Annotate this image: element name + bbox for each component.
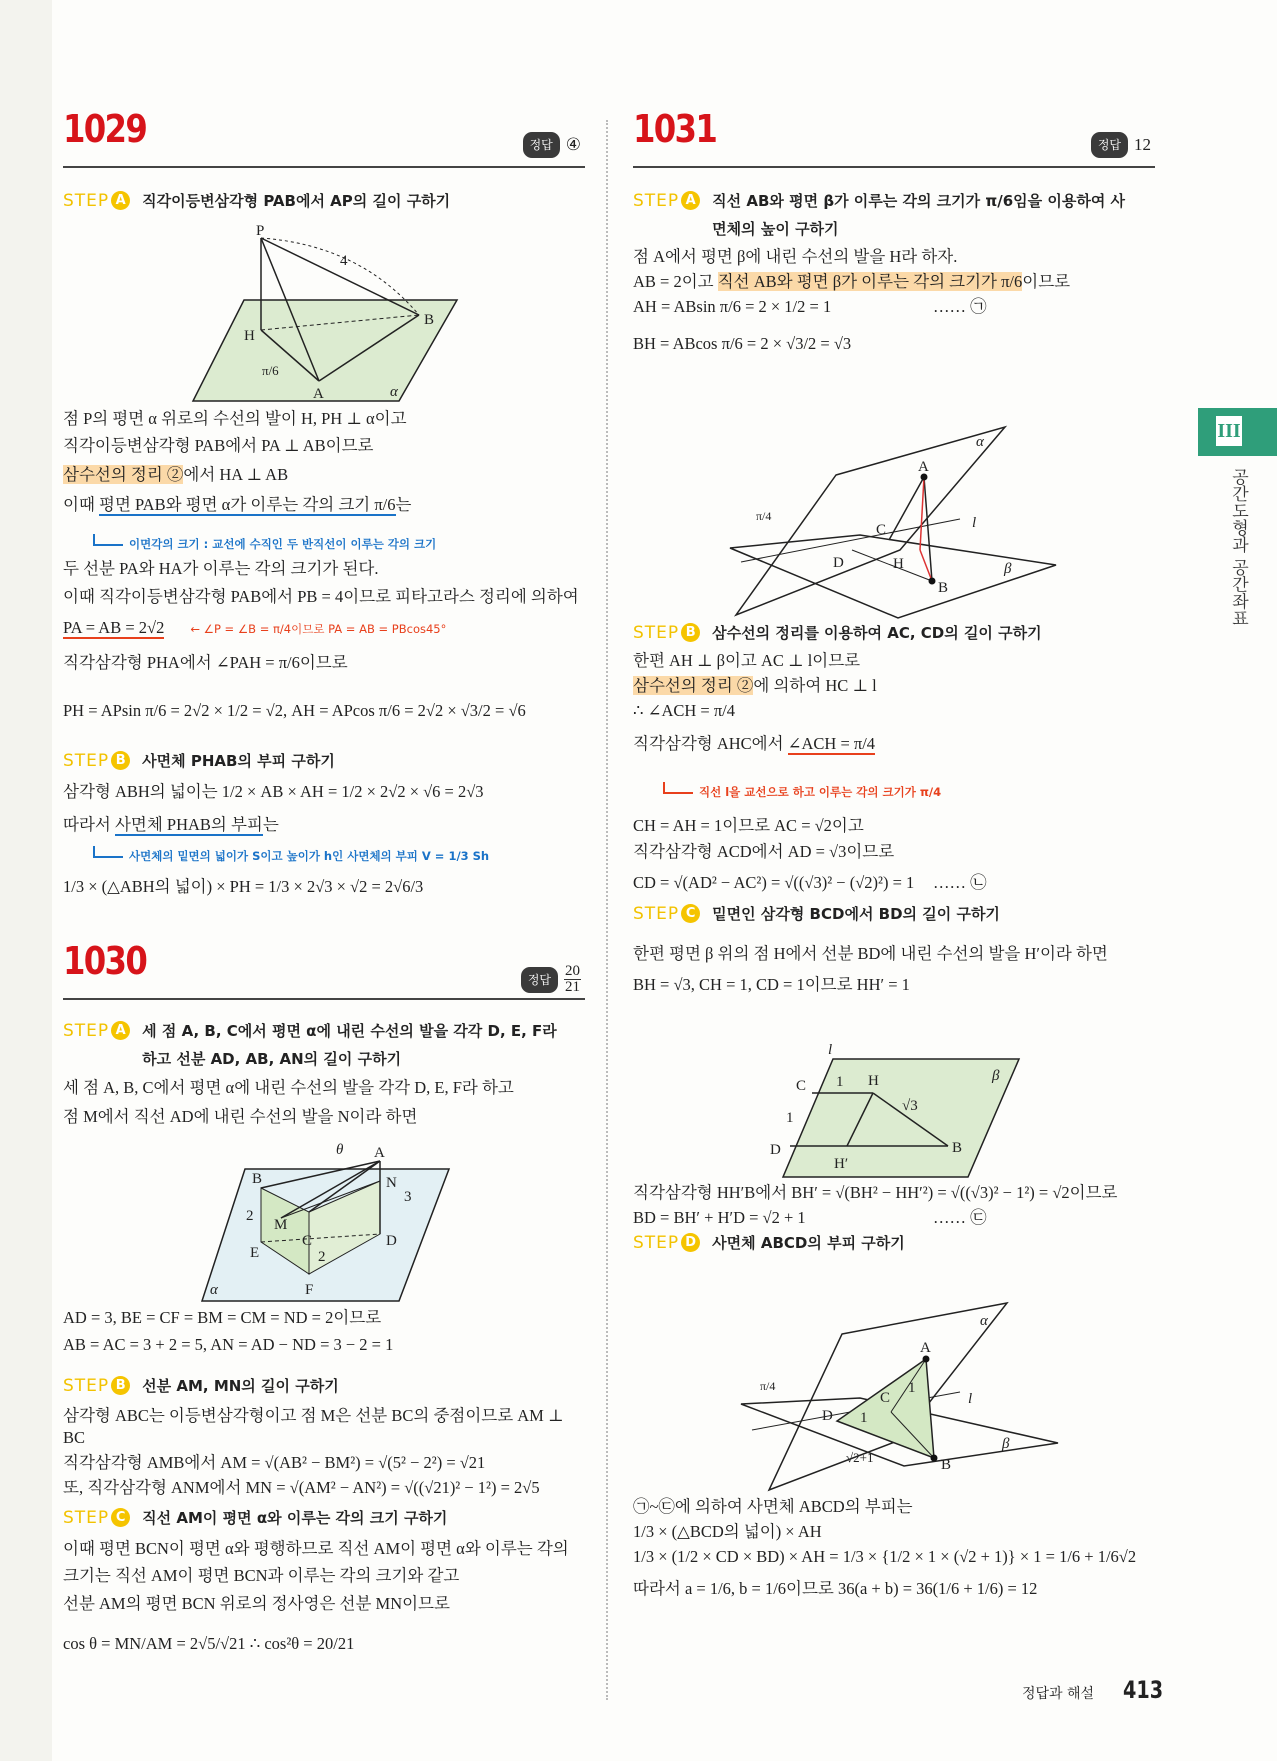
fig1: [193, 223, 457, 402]
step-title: 사면체 ABCD의 부피 구하기: [712, 1234, 905, 1252]
figure-label: C: [876, 522, 887, 538]
step-badge: A: [681, 191, 700, 210]
step-badge: B: [111, 751, 130, 770]
figure-label: 4: [340, 253, 348, 269]
text-segment: 1/3 × (△BCD의 넓이) × AH: [633, 1522, 822, 1541]
step-label: STEP: [63, 1376, 110, 1396]
figure-label: 1: [908, 1380, 916, 1396]
step-label: STEP: [63, 191, 110, 211]
text-segment: 세 점 A, B, C에서 평면 α에 내린 수선의 발을 각각 D, E, F라 하고: [63, 1078, 514, 1097]
figure-label: π/4: [760, 1379, 776, 1393]
figure-label: C: [796, 1078, 807, 1094]
step-label: STEP: [633, 1233, 680, 1253]
text-segment: BH = ABcos π/6 = 2 × √3/2 = √3: [633, 334, 852, 353]
text-segment: 이므로: [1022, 272, 1071, 291]
step-badge: A: [111, 1021, 130, 1040]
figure-label: D: [833, 555, 844, 571]
page-footer: [1022, 1676, 1168, 1704]
figure-label: B: [938, 580, 949, 596]
figure-label: N: [386, 1175, 397, 1191]
text-segment: 따라서: [63, 815, 115, 834]
note-text: 이면각의 크기 : 교선에 수직인 두 반직선이 이루는 각의 크기: [129, 537, 437, 551]
figure-label: 1: [860, 1410, 868, 1426]
text-segment: 직각삼각형 ACD에서 AD = √3이므로: [633, 842, 895, 861]
figure-label: 1: [836, 1074, 844, 1090]
figure-label: D: [822, 1408, 833, 1424]
text-segment: AB = 2이고: [633, 272, 718, 291]
step-badge: A: [111, 191, 130, 210]
text-segment: 점 A에서 평면 β에 내린 수선의 발을 H라 하자.: [633, 247, 958, 266]
text-segment: BD = BH′ + H′D = √2 + 1: [633, 1208, 806, 1227]
text-segment: cos θ = MN/AM = 2√5/√21 ∴ cos²θ = 20/21: [63, 1634, 355, 1653]
text-segment: 1/3 × (1/2 × CD × BD) × AH = 1/3 × {1/2 × 1 × (√2 + 1)} × 1 = 1/6 + 1/6√2: [633, 1547, 1137, 1566]
text-segment: PH = APsin π/6 = 2√2 × 1/2 = √2, AH = APcos π/6 = 2√2 × √3/2 = √6: [63, 701, 526, 720]
text-segment: 이때 직각이등변삼각형 PAB에서 PB = 4이므로 피타고라스 정리에 의하여: [63, 587, 579, 606]
problem-number: 1031: [633, 107, 717, 151]
figure-label: D: [386, 1233, 397, 1249]
highlighted-text: 삼수선의 정리 ②: [63, 465, 184, 484]
figure-label: √2+1: [846, 1450, 874, 1465]
text-segment: 또, 직각삼각형 ANM에서 MN = √(AM² − AN²) = √((√21)² − 1²) = 2√5: [63, 1478, 540, 1497]
step-label: STEP: [633, 904, 680, 924]
figure-label: α: [210, 1282, 218, 1298]
step-title: 직각이등변삼각형 PAB에서 AP의 길이 구하기: [142, 192, 451, 210]
step-label: STEP: [63, 1508, 110, 1528]
figure-label: A: [918, 459, 929, 475]
step-badge: B: [111, 1376, 130, 1395]
text-segment: ㉠~㉢에 의하여 사면체 ABCD의 부피는: [633, 1497, 913, 1516]
figure-label: √3: [902, 1098, 918, 1114]
figure-label: A: [313, 386, 324, 402]
figure-label: 2: [246, 1208, 254, 1224]
figure-label: M: [274, 1217, 288, 1233]
highlighted-text: 직선 AB와 평면 β가 이루는 각의 크기가 π/6: [717, 272, 1023, 291]
figure-label: C: [880, 1390, 891, 1406]
fig4: [770, 1042, 1019, 1177]
figure-label: l: [972, 515, 977, 531]
text-segment: CH = AH = 1이므로 AC = √2이고: [633, 816, 864, 835]
inline-annotation: ← ∠P = ∠B = π/4이므로 PA = AB = PBcos45°: [190, 622, 447, 636]
text-segment: 에서 HA ⊥ AB: [183, 465, 289, 484]
figure-label: α: [980, 1313, 988, 1329]
step-title: 직선 AM이 평면 α와 이루는 각의 크기 구하기: [142, 1509, 448, 1527]
figure-label: l: [968, 1391, 973, 1407]
figure-label: A: [374, 1145, 385, 1161]
answer-badge: 정답: [1091, 132, 1128, 158]
text-segment: 삼각형 ABH의 넓이는 1/2 × AB × AH = 1/2 × 2√2 × √6 = 2√3: [63, 782, 484, 801]
text-segment: AD = 3, BE = CF = BM = CM = ND = 2이므로: [63, 1308, 382, 1327]
text-segment: 직각삼각형 AMB에서 AM = √(AB² − BM²) = √(5² − 2²) = √21: [63, 1453, 486, 1472]
figure-label: H: [868, 1073, 879, 1089]
text-segment: ∠ACH = π/4: [787, 734, 876, 753]
figure-label: 1: [786, 1110, 794, 1126]
text-segment: 사면체 PHAB의 부피: [114, 815, 263, 834]
text-segment: 이때: [63, 495, 100, 514]
fig2: [202, 1142, 449, 1301]
text-segment: 직각이등변삼각형 PAB에서 PA ⊥ AB이므로: [63, 436, 374, 455]
chapter-title: 공간도형과 공간좌표: [1228, 468, 1248, 627]
text-segment: CD = √(AD² − AC²) = √((√3)² − (√2)²) = 1: [633, 873, 915, 892]
text-segment: 크기는 직선 AM이 평면 BCN과 이루는 각의 크기와 같고: [63, 1566, 460, 1585]
text-segment: 한편 평면 β 위의 점 H에서 선분 BD에 내린 수선의 발을 H′이라 하면: [633, 944, 1108, 963]
text-segment: AH = ABsin π/6 = 2 × 1/2 = 1: [633, 297, 832, 316]
text-segment: BH = √3, CH = 1, CD = 1이므로 HH′ = 1: [633, 975, 910, 994]
fig5: [741, 1303, 1058, 1490]
answer-value: 12: [1134, 135, 1151, 154]
text-segment: ∴ ∠ACH = π/4: [633, 701, 736, 720]
figure-label: α: [976, 434, 984, 450]
equation-marker: …… ㉠: [933, 297, 987, 316]
problem-number: 1030: [63, 939, 147, 983]
answer-value: ④: [565, 135, 581, 154]
step-badge: C: [681, 904, 700, 923]
figure-label: 3: [404, 1189, 412, 1205]
figure-label: H: [244, 328, 255, 344]
text-segment: 선분 AM의 평면 BCN 위로의 정사영은 선분 MN이므로: [63, 1594, 450, 1613]
answer-denominator: 21: [565, 979, 580, 995]
figure-label: B: [424, 312, 435, 328]
note-text: 직선 l을 교선으로 하고 이루는 각의 크기가 π/4: [699, 785, 942, 799]
figure-label: E: [250, 1245, 260, 1261]
figure-label: π/4: [756, 509, 772, 523]
figure-label: A: [920, 1340, 931, 1356]
step-label: STEP: [63, 751, 110, 771]
answer-numerator: 20: [565, 963, 580, 979]
step-title: 사면체 PHAB의 부피 구하기: [142, 752, 335, 770]
figure-label: P: [256, 223, 265, 239]
text-segment: 점 P의 평면 α 위로의 수선의 발이 H, PH ⊥ α이고: [63, 409, 407, 428]
text-segment: 1/3 × (△ABH의 넓이) × PH = 1/3 × 2√3 × √2 = 2√6/3: [63, 877, 424, 896]
highlighted-text: 삼수선의 정리 ②: [633, 676, 754, 695]
step-title: 밑면인 삼각형 BCD에서 BD의 길이 구하기: [712, 905, 1000, 923]
step-title: 세 점 A, B, C에서 평면 α에 내린 수선의 발을 각각 D, E, F라 하고 선분 AD, AB, AN의 길이 구하기: [142, 1022, 557, 1068]
figure-label: l: [828, 1042, 833, 1058]
text-segment: 는: [262, 815, 279, 834]
figure-label: C: [302, 1233, 313, 1249]
note-text: 사면체의 밑면의 넓이가 S이고 높이가 h인 사면체의 부피 V = 1/3 Sh: [129, 849, 490, 863]
figure-label: π/6: [262, 363, 279, 378]
figure-label: F: [305, 1282, 314, 1298]
figure-label: 2: [318, 1249, 326, 1265]
figure-label: H′: [834, 1156, 849, 1172]
text-segment: 두 선분 PA와 HA가 이루는 각의 크기가 된다.: [63, 559, 379, 578]
answer-badge: 정답: [521, 967, 558, 993]
fig3: [730, 427, 1056, 618]
step-title: 직선 AB와 평면 β가 이루는 각의 크기가 π/6임을 이용하여 사면체의 높이 구하기: [712, 192, 1126, 238]
figure-label: D: [770, 1142, 781, 1158]
equation-marker: …… ㉢: [933, 1208, 987, 1227]
text-segment: 이때 평면 BCN이 평면 α와 평행하므로 직선 AM이 평면 α와 이루는 각의: [63, 1539, 569, 1558]
chapter-number: III: [1216, 416, 1242, 446]
figure-label: B: [941, 1457, 952, 1473]
problem-number: 1029: [63, 107, 147, 151]
step-badge: C: [111, 1508, 130, 1527]
footer-label: 정답과 해설: [1022, 1686, 1095, 1702]
text-segment: 직각삼각형 PHA에서 ∠PAH = π/6이므로: [63, 653, 348, 672]
step-badge: D: [681, 1233, 700, 1252]
figure-label: β: [1004, 561, 1012, 577]
figure-label: B: [952, 1140, 963, 1156]
page-number: 413: [1123, 1676, 1164, 1704]
figure-label: α: [390, 384, 398, 400]
text-segment: 따라서 a = 1/6, b = 1/6이므로 36(a + b) = 36(1/6 + 1/6) = 12: [633, 1579, 1038, 1598]
answer-badge: 정답: [523, 132, 560, 158]
text-segment: PA = AB = 2√2: [63, 618, 165, 637]
text-segment: 한편 AH ⊥ β이고 AC ⊥ l이므로: [633, 651, 861, 670]
chapter-tab[interactable]: [1198, 408, 1277, 456]
step-badge: B: [681, 623, 700, 642]
equation-marker: …… ㉡: [933, 873, 987, 892]
step-label: STEP: [633, 623, 680, 643]
text-segment: 평면 PAB와 평면 α가 이루는 각의 크기 π/6: [99, 495, 396, 514]
step-label: STEP: [63, 1021, 110, 1041]
text-segment: 점 M에서 직선 AD에 내린 수선의 발을 N이라 하면: [63, 1107, 418, 1126]
figure-label: B: [252, 1171, 263, 1187]
text-segment: 직각삼각형 HH′B에서 BH′ = √(BH² − HH′²) = √((√3)² − 1²) = √2이므로: [633, 1183, 1118, 1202]
step-label: STEP: [633, 191, 680, 211]
text-segment: 는: [395, 495, 412, 514]
step-title: 삼수선의 정리를 이용하여 AC, CD의 길이 구하기: [712, 624, 1042, 642]
step-title: 선분 AM, MN의 길이 구하기: [142, 1377, 339, 1395]
figure-label: θ: [336, 1142, 344, 1158]
figure-label: H: [893, 556, 904, 572]
figure-label: β: [1002, 1436, 1010, 1452]
text-segment: 에 의하여 HC ⊥ l: [753, 676, 877, 695]
text-segment: 직각삼각형 AHC에서: [633, 734, 788, 753]
figure-label: β: [992, 1068, 1000, 1084]
text-segment: 삼각형 ABC는 이등변삼각형이고 점 M은 선분 BC의 중점이므로 AM ⊥ BC: [63, 1406, 564, 1447]
text-segment: AB = AC = 3 + 2 = 5, AN = AD − ND = 3 − 2 = 1: [63, 1335, 394, 1354]
